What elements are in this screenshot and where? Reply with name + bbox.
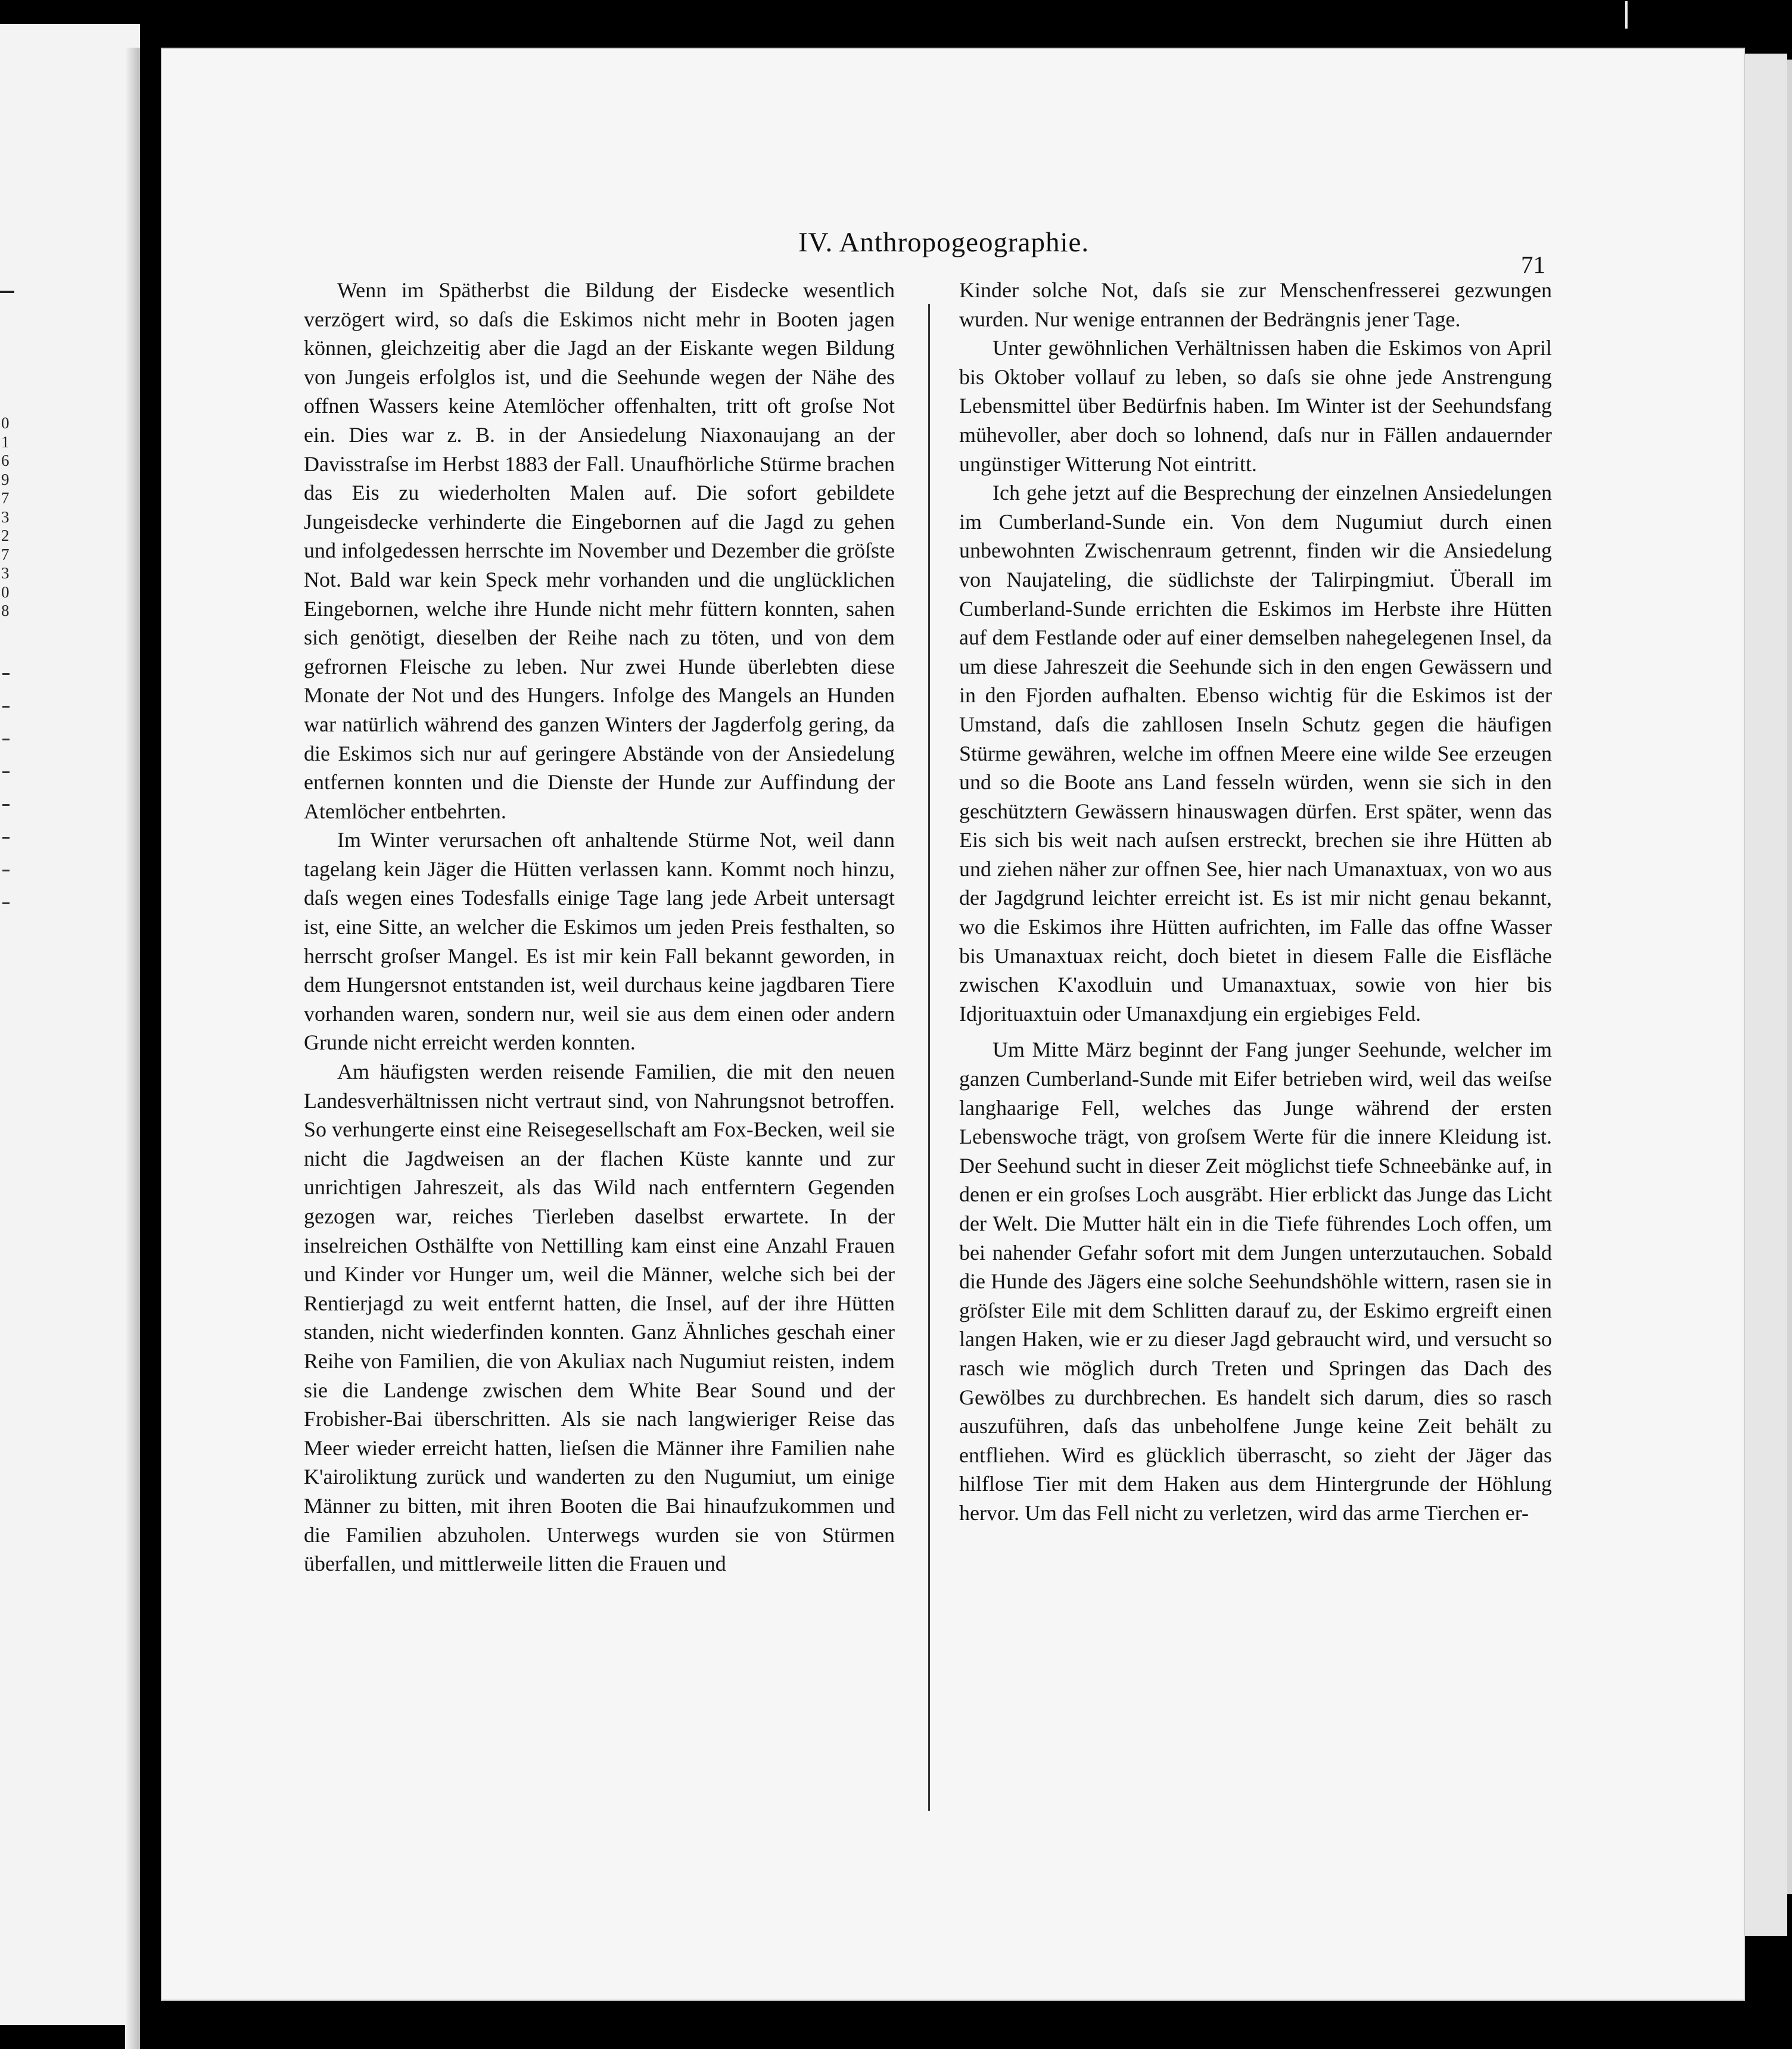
page-number: 71 [1521, 251, 1545, 278]
paragraph: Um Mitte März beginnt der Fang junger Seehunde, welcher im ganzen Cumberland-Sunde mit Eifer betrieben wird, weil das weiſse langhaarige Fell, welches das Junge während der ersten Lebenswoche trägt, von groſsem Werte für die innere Kleidung ist. Der Seehund sucht in dieser Zeit möglichst tiefe Schneebänke auf, in denen er ein groſses Loch ausgräbt. Hier erblickt das Junge das Licht der Welt. Die Mutter hält ein in die Tiefe führendes Loch offen, um bei nahender Gefahr sofort mit dem Jungen unterzutauchen. Sobald die Hunde des Jägers eine solche Seehundshöhle wittern, rasen sie in gröſster Eile mit dem Schlitten darauf zu, der Eskimo ergreift einen langen Haken, wie er zu dieser Jagd gebraucht wird, und versucht so rasch wie möglich durch Treten und Springen das Dach des Gewölbes zu durchbrechen. Es handelt sich darum, dies so rasch auszuführen, daſs das unbeholfene Junge keine Zeit behält zu entfliehen. Wird es glücklich überrascht, so zieht der Jäger das hilflose Tier mit dem Haken aus dem Hintergrunde der Höhlung hervor. Um das Fell nicht zu verletzen, wird das arme Tierchen er- [959, 1038, 1552, 1525]
page-fold-shadow [125, 48, 140, 2049]
left-text-column [304, 276, 895, 1578]
paragraph-gap [959, 1028, 1552, 1035]
right-text-column [959, 276, 1552, 1528]
paragraph: Am häufigsten werden reisende Familien, die mit den neuen Landesverhältnissen nicht vertraut sind, von Nahrungsnot betroffen. So verhungerte einst eine Reisegesellschaft am Fox-Becken, weil sie nicht die Jagdweisen an der flachen Küste kannte und zur unrichtigen Jahreszeit, als das Wild nach entferntern Gegenden gezogen war, reiches Tierleben daselbst erwartete. In der inselreichen Osthälfte von Nettilling kam einst eine Anzahl Frauen und Kinder vor Hunger um, weil die Männer, welche sich bei der Rentierjagd zu weit entfernt hatten, die Insel, auf der ihre Hütten standen, nicht wiederfinden konnten. Ganz Ähnliches geschah einer Reihe von Familien, die von Akuliax nach Nugumiut reisten, indem sie die Landenge zwischen dem White Bear Sound und der Frobisher-Bai überschritten. Als sie nach langwieriger Reise das Meer wieder erreicht hatten, lieſsen die Männer ihre Familien nahe K'airoliktung zurück und wanderten zu den Nugumiut, um einige Männer zu bitten, mit ihren Booten die Bai hinaufzukommen und die Familien abzuholen. Unterwegs wurden sie von Stürmen überfallen, und mittlerweile litten die Frauen und [304, 1060, 895, 1576]
paragraph: Wenn im Spätherbst die Bildung der Eisdecke wesentlich verzögert wird, so daſs die Eskimos nicht mehr in Booten jagen können, gleichzeitig aber die Jagd an der Eiskante wegen Bildung von Jungeis erfolglos ist, und die Seehunde wegen der Nähe des offnen Wassers keine Atemlöcher offenhalten, tritt oft groſse Not ein. Dies war z. B. in der Ansiedelung Niaxonaujang an der Davisstraſse im Herbst 1883 der Fall. Unaufhörliche Stürme brachen das Eis zu wiederholten Malen auf. Die sofort gebildete Jungeisdecke verhinderte die Eingebornen auf die Jagd zu gehen und infolgedessen herrschte im November und Dezember die gröſste Not. Bald war kein Speck mehr vorhanden und die unglücklichen Eingebornen, welche ihre Hunde nicht mehr füttern konnten, sahen sich genötigt, dieselben der Reihe nach zu töten, und von dem gefrornen Fleische zu leben. Nur zwei Hunde überlebten diese Monate der Not und des Hungers. Infolge des Mangels an Hunden war natürlich während des ganzen Winters der Jagderfolg gering, da die Eskimos sich nur auf geringere Abstände von der Ansiedelung entfernen konnten und die Dienste der Hunde zur Auffindung der Atemlöcher entbehrten. [304, 278, 895, 823]
paragraph: Unter gewöhnlichen Verhältnissen haben die Eskimos von April bis Oktober vollauf zu leben, so daſs sie ohne jede Anstrengung Lebensmittel über Bedürfnis haben. Im Winter ist der Seehundsfang mühevoller, aber doch so lohnend, daſs nur in Fällen andauernder ungünstiger Witterung Not eintritt. [959, 336, 1552, 476]
margin-digit: 6 [1, 451, 10, 469]
paragraph: Ich gehe jetzt auf die Besprechung der einzelnen Ansiedelungen im Cumberland-Sunde ein. Von dem Nugumiut durch einen unbewohnten Zwischenraum getrennt, finden wir die Ansiedelung von Naujateling, die südlichste der Talirpingmiut. Überall im Cumberland-Sunde errichten die Eskimos im Herbste ihre Hütten auf dem Festlande oder auf einer demselben nahegelegenen Insel, da um diese Jahreszeit die Seehunde sich in den engen Gewässern und in den Fjorden aufhalten. Ebenso wichtig für die Eskimos ist der Umstand, daſs die zahllosen Inseln Schutz gegen die häufigen Stürme gewähren, welche im offnen Meere eine wilde See erzeugen und so die Boote ans Land fesseln würden, wenn sie sich in den geschütztern Gewässern hinauswagen dürfen. Erst später, wenn das Eis sich bis weit nach auſsen erstreckt, brechen sie ihre Hütten ab und ziehen näher zur offnen See, hier nach Umanaxtuax, von wo aus der Jagdgrund leichter erreicht ist. Es ist mir nicht genau bekannt, wo die Eskimos ihre Hütten aufrichten, im Falle das offne Wasser bis Umanaxtuax reicht, doch bietet in diesem Falle die Eisfläche zwischen K'axodluin und Umanaxtuax, sowie von hier bis Idjorituaxtuin oder Umanaxdjung ein ergiebiges Feld. [959, 481, 1552, 1026]
running-head: IV. Anthropogeographie. [798, 227, 1090, 258]
margin-digit: 7 [1, 545, 10, 563]
adjacent-page-edge [0, 24, 140, 2025]
margin-digit: 3 [1, 564, 10, 582]
margin-digit: 1 [1, 432, 10, 451]
margin-tick [0, 291, 14, 293]
margin-digit: 7 [1, 489, 10, 507]
paragraph-continued: Kinder solche Not, daſs sie zur Menschenfresserei gezwungen wurden. Nur wenige entrannen der Bedrängnis jener Tage. [959, 278, 1552, 331]
margin-digit: 0 [1, 583, 10, 601]
column-divider [928, 304, 930, 1811]
margin-digit: 3 [1, 507, 10, 526]
margin-digit: 2 [1, 527, 10, 544]
margin-digit: 0 [1, 414, 10, 432]
margin-digit: 9 [1, 470, 10, 488]
paragraph: Im Winter verursachen oft anhaltende Stürme Not, weil dann tagelang kein Jäger die Hütten verlassen kann. Kommt noch hinzu, daſs wegen eines Todesfalls einige Tage lang jede Arbeit untersagt ist, eine Sitte, an welcher die Eskimos um jeden Preis festhalten, so herrscht groſser Mangel. Es ist mir kein Fall bekannt geworden, in dem Hungersnot entstanden ist, weil durchaus keine jagdbaren Tiere vorhanden waren, sondern nur, weil sie aus dem einen oder andern Grunde nicht erreicht werden konnten. [304, 828, 895, 1055]
adjacent-page-digits [1, 414, 17, 621]
margin-digit: 8 [1, 602, 10, 619]
adjacent-page-marks [2, 673, 15, 935]
scan-corner-mark [1625, 1, 1644, 29]
